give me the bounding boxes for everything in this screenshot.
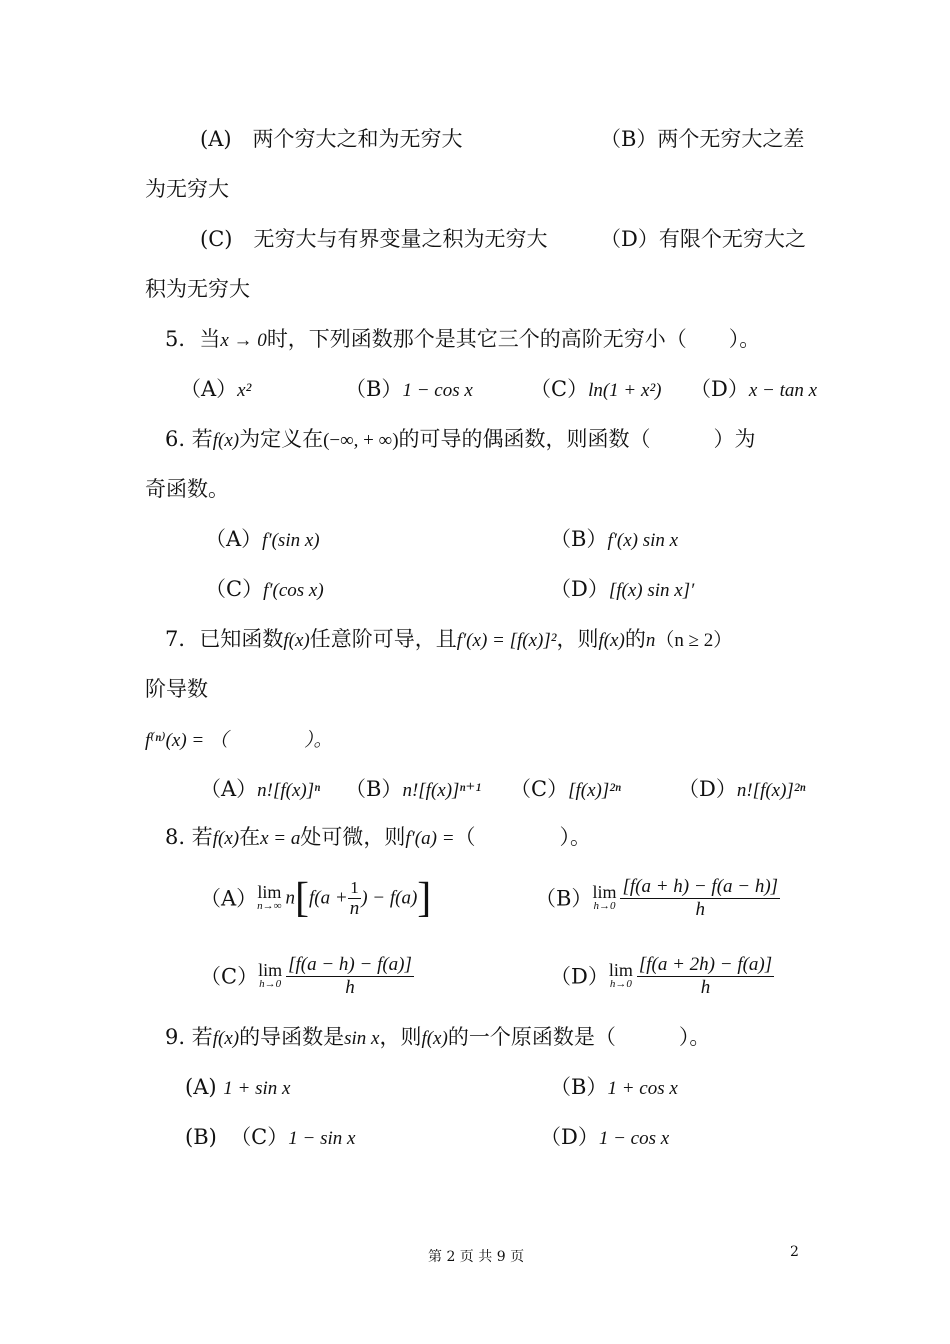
q7-d-label: （D）: [678, 777, 737, 801]
q4-option-a: (A) 两个穷大之和为无穷大: [200, 127, 463, 151]
q9-post: 的一个原函数是（ ）。: [447, 1025, 711, 1049]
q8-mid: 在: [239, 825, 261, 849]
q5-c-label: （C）: [530, 377, 589, 401]
q6-stem: [165, 424, 756, 456]
q7-option-c: [510, 774, 621, 806]
q7-ncond: （n ≥ 2）: [655, 630, 733, 651]
q9-a-math: 1 + sin x: [223, 1078, 291, 1099]
q7-f: f(x): [283, 630, 310, 651]
page-footer: 第 2 页 共 9 页: [428, 1249, 525, 1265]
q8-f: f(x): [212, 828, 240, 849]
q7-option-b: [345, 774, 481, 806]
q9-pre: 9. 若: [165, 1025, 213, 1049]
q8-a-bracket-right: ]: [417, 875, 432, 922]
q9-f2: f(x): [421, 1028, 448, 1049]
q4-option-d-cont: 积为无穷大: [145, 277, 250, 301]
q8-c-lim-sub: h→0: [259, 977, 282, 990]
q5-stem: [165, 324, 760, 356]
q5-option-d: [690, 374, 817, 406]
q8-c-label: （C）: [200, 964, 259, 989]
q9-b-label: （B）: [550, 1075, 608, 1099]
q8-a-frac-num: 1: [348, 878, 362, 899]
q8-mid2: 处可微，则: [300, 825, 406, 849]
q9-d-math: 1 − cos x: [598, 1128, 670, 1149]
q4-option-b-cont: 为无穷大: [145, 177, 229, 201]
q8-c-lim-text: lim: [258, 959, 283, 980]
q9-option-b: [550, 1072, 678, 1104]
page-number: 2: [790, 1244, 799, 1260]
q8-at: x = a: [260, 828, 301, 849]
q9-c-pre: (B): [185, 1125, 217, 1149]
q7-f2: f(x): [598, 630, 625, 651]
q6-c-label: （C）: [205, 577, 264, 601]
q7-option-d: [678, 774, 806, 806]
q8-c-limit: [258, 959, 283, 991]
q7-de: 的: [624, 627, 646, 651]
q9-b-math: 1 + cos x: [607, 1078, 678, 1099]
q5-b-label: （B）: [345, 377, 403, 401]
q7-post: ，则: [556, 627, 599, 651]
q8-d-lim-text: lim: [608, 959, 633, 980]
q9-c-label: （C）: [230, 1125, 289, 1149]
q8-pre: 8. 若: [165, 825, 213, 849]
q8-a-bracket-left: [: [295, 875, 310, 922]
q9-option-a: [185, 1072, 290, 1104]
q7-c-label: （C）: [510, 777, 569, 801]
q5-d-label: （D）: [690, 377, 749, 401]
q8-b-lim-sub: h→0: [593, 899, 616, 912]
q7-d-math: n![f(x)]²ⁿ: [736, 780, 806, 801]
q8-option-b: [535, 872, 780, 924]
q8-option-d: [550, 950, 774, 1002]
q4-option-b: （B）两个无穷大之差: [600, 127, 805, 151]
q8-b-frac: [620, 876, 780, 921]
q6-d-math: [f(x) sin x]′: [608, 580, 695, 601]
q8-stem: [165, 822, 591, 854]
q8-c-frac-num: [f(a − h) − f(a)]: [288, 954, 412, 975]
q7-pre: 7．已知函数: [165, 627, 284, 651]
q9-c-math: 1 − sin x: [288, 1128, 356, 1149]
q7-stem-cont: 阶导数: [145, 677, 208, 701]
q8-b-frac-num: [f(a + h) − f(a − h)]: [622, 876, 779, 897]
q5-option-b: [345, 374, 473, 406]
q8-option-a: [200, 872, 431, 924]
q8-c-frac: [286, 954, 414, 999]
q9-f: f(x): [212, 1028, 240, 1049]
q7-c-math: [f(x)]²ⁿ: [568, 780, 621, 801]
q8-d-label: （D）: [550, 964, 609, 989]
q7-cond: f′(x) = [f(x)]²: [456, 630, 557, 651]
q8-c-frac-den: h: [345, 977, 355, 998]
q6-mid: 为定义在: [239, 427, 324, 451]
q8-d-frac-den: h: [700, 977, 711, 998]
q6-option-d: [550, 574, 694, 606]
q7-deriv: [145, 724, 333, 756]
q4-option-d: （D）有限个无穷大之: [600, 227, 806, 251]
q8-a-inner-2: ) − f(a): [361, 887, 418, 909]
q9-sin: sin x: [344, 1028, 380, 1049]
q9-option-c: [185, 1122, 355, 1154]
q6-option-a: [205, 524, 320, 556]
q6-interval: (−∞, + ∞): [323, 430, 399, 451]
q9-mid2: ，则: [379, 1025, 422, 1049]
q7-deriv-text: f⁽ⁿ⁾(x) = （ ）。: [145, 730, 333, 751]
q8-b-label: （B）: [535, 886, 593, 911]
q9-stem: [165, 1022, 710, 1054]
q5-post: 时，下列函数那个是其它三个的高阶无穷小（ ）。: [266, 327, 761, 351]
q5-c-math: ln(1 + x²): [588, 380, 662, 401]
q9-a-label: (A): [185, 1075, 217, 1099]
q8-a-limit: [257, 881, 282, 913]
q5-a-math: x²: [237, 380, 252, 401]
q8-a-frac: [348, 878, 362, 919]
q8-a-lim-sub: n→∞: [257, 899, 282, 912]
q9-option-d: [540, 1122, 669, 1154]
q7-b-label: （B）: [345, 777, 403, 801]
q6-post: 的可导的偶函数，则函数（ ）为: [398, 427, 756, 451]
q6-b-math: f′(x) sin x: [607, 530, 679, 551]
q5-d-math: x − tan x: [748, 380, 818, 401]
q6-d-label: （D）: [550, 577, 609, 601]
q8-d-limit: [608, 959, 633, 991]
q8-b-lim-text: lim: [592, 881, 617, 902]
q5-b-math: 1 − cos x: [402, 380, 473, 401]
q7-n: n: [645, 630, 656, 651]
q5-option-a: [180, 374, 251, 406]
q6-option-c: [205, 574, 324, 606]
q6-option-b: [550, 524, 678, 556]
q7-a-math: n![f(x)]ⁿ: [257, 780, 321, 801]
q7-option-a: [200, 774, 320, 806]
q8-a-n: n: [285, 887, 296, 909]
q6-b-label: （B）: [550, 527, 608, 551]
q5-pre: 5．当: [165, 327, 221, 351]
q8-d-frac-num: [f(a + 2h) − f(a)]: [638, 954, 773, 975]
q6-a-label: （A）: [205, 527, 263, 551]
q9-d-label: （D）: [540, 1125, 599, 1149]
q8-d-frac: [637, 954, 774, 999]
q5-option-c: [530, 374, 661, 406]
q6-stem-cont: 奇函数。: [145, 477, 229, 501]
q8-b-frac-den: h: [695, 899, 706, 920]
q7-stem: [165, 624, 732, 656]
q7-mid: 任意阶可导，且: [309, 627, 457, 651]
q8-a-inner-1: f(a +: [309, 887, 348, 909]
q7-a-label: （A）: [200, 777, 258, 801]
q8-d-lim-sub: h→0: [609, 977, 632, 990]
q8-a-lim-text: lim: [257, 881, 282, 902]
q8-fa: f′(a) =: [405, 828, 455, 849]
q8-a-label: （A）: [200, 886, 258, 911]
q6-a-math: f′(sin x): [262, 530, 320, 551]
q6-pre: 6. 若: [165, 427, 213, 451]
q5-a-label: （A）: [180, 377, 238, 401]
q4-option-c: (C) 无穷大与有界变量之积为无穷大: [200, 227, 548, 251]
q8-option-c: [200, 950, 414, 1002]
q6-f: f(x): [212, 430, 240, 451]
q5-cond: x → 0: [220, 330, 267, 351]
q9-mid: 的导函数是: [239, 1025, 345, 1049]
q8-post: （ ）。: [454, 825, 592, 849]
q7-b-math: n![f(x)]ⁿ⁺¹: [402, 780, 482, 801]
q8-a-frac-den: n: [349, 898, 360, 919]
q8-b-limit: [592, 881, 617, 913]
q6-c-math: f′(cos x): [263, 580, 324, 601]
